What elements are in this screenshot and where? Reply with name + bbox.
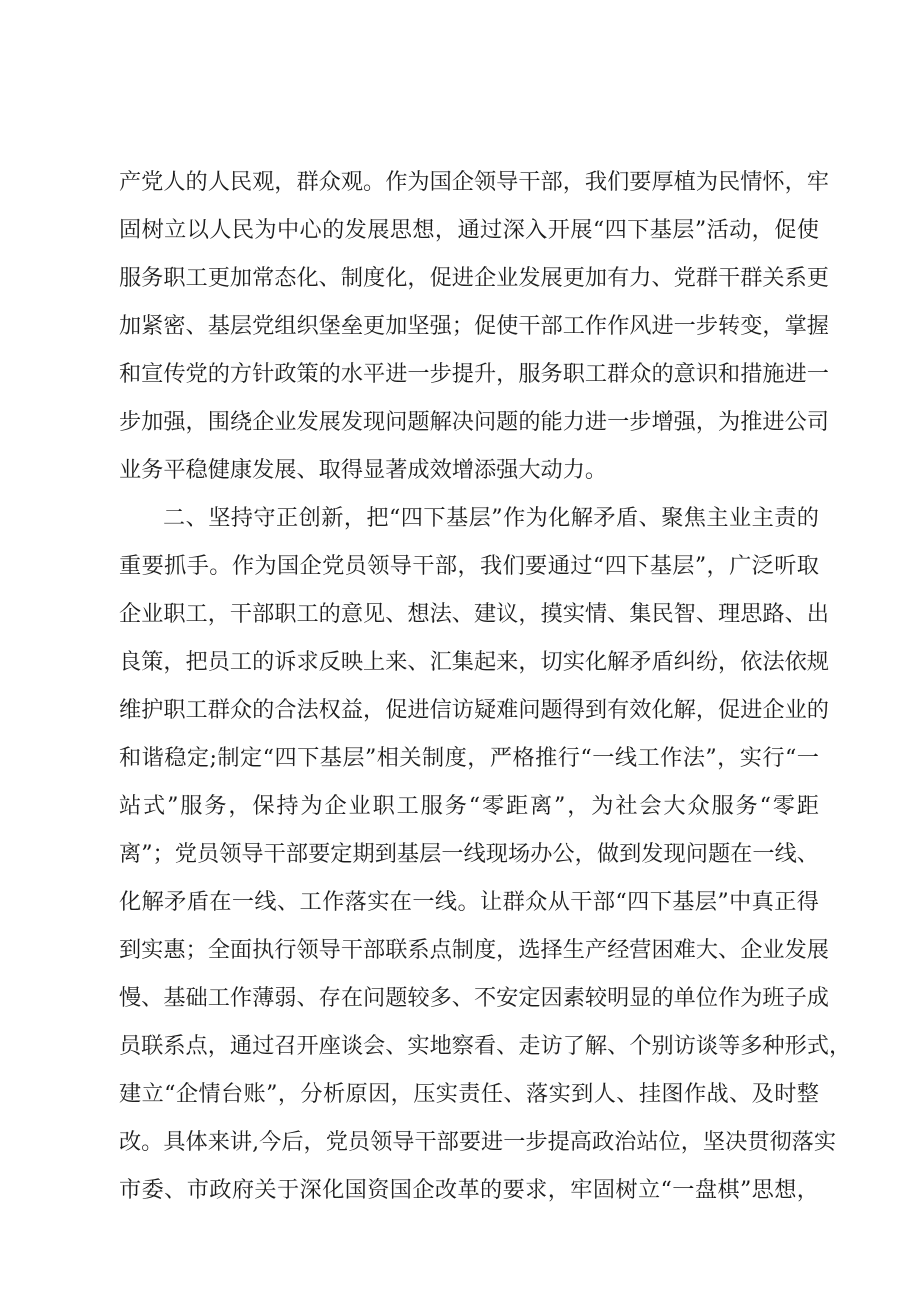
body-text-line: 市委、市政府关于深化国资国企改革的要求，牢固树立“一盘棋”思想，	[119, 1177, 819, 1203]
body-text-line: 维护职工群众的合法权益，促进信访疑难问题得到有效化解，促进企业的	[119, 697, 829, 723]
body-text-line: 离”；党员领导干部要定期到基层一线现场办公，做到发现问题在一线、	[119, 841, 819, 867]
body-text-line: 改。具体来讲,今后，党员领导干部要进一步提高政治站位，坚决贯彻落实	[119, 1129, 837, 1155]
body-text-line: 建立“企情台账”，分析原因，压实责任、落实到人、挂图作战、及时整	[119, 1081, 819, 1107]
body-text-line: 员联系点，通过召开座谈会、实地察看、走访了解、个别访谈等多种形式，	[119, 1033, 852, 1059]
body-text-line: 企业职工，干部职工的意见、想法、建议，摸实情、集民智、理思路、出	[119, 601, 829, 627]
body-text-line: 良策，把员工的诉求反映上来、汇集起来，切实化解矛盾纠纷，依法依规	[119, 649, 829, 675]
body-text-line: 业务平稳健康发展、取得显著成效增添强大动力。	[119, 457, 608, 483]
body-text-line: 到实惠；全面执行领导干部联系点制度，选择生产经营困难大、企业发展	[119, 937, 829, 963]
section-heading-line: 二、坚持守正创新，把“四下基层”作为化解矛盾、聚焦主业主责的	[163, 505, 819, 531]
body-text-line: 和宣传党的方针政策的水平进一步提升，服务职工群众的意识和措施进一	[119, 361, 829, 387]
body-text-line: 慢、基础工作薄弱、存在问题较多、不安定因素较明显的单位作为班子成	[119, 985, 829, 1011]
body-text-line: 重要抓手。作为国企党员领导干部，我们要通过“四下基层”，广泛听取	[119, 553, 819, 579]
body-text-line: 固树立以人民为中心的发展思想，通过深入开展“四下基层”活动，促使	[119, 217, 819, 243]
body-text-line: 产党人的人民观，群众观。作为国企领导干部，我们要厚植为民情怀，牢	[119, 169, 829, 195]
body-text-line: 和谐稳定;制定“四下基层”相关制度，严格推行“一线工作法”，实行“一	[119, 745, 819, 771]
body-text-line: 步加强，围绕企业发展发现问题解决问题的能力进一步增强，为推进公司	[119, 409, 829, 435]
body-text-line: 化解矛盾在一线、工作落实在一线。让群众从干部“四下基层”中真正得	[119, 889, 819, 915]
body-text-line: 站式”服务，保持为企业职工服务“零距离”，为社会大众服务“零距	[119, 793, 819, 819]
body-text-line: 服务职工更加常态化、制度化，促进企业发展更加有力、党群干群关系更	[119, 265, 829, 291]
body-text-line: 加紧密、基层党组织堡垒更加坚强；促使干部工作作风进一步转变，掌握	[119, 313, 829, 339]
